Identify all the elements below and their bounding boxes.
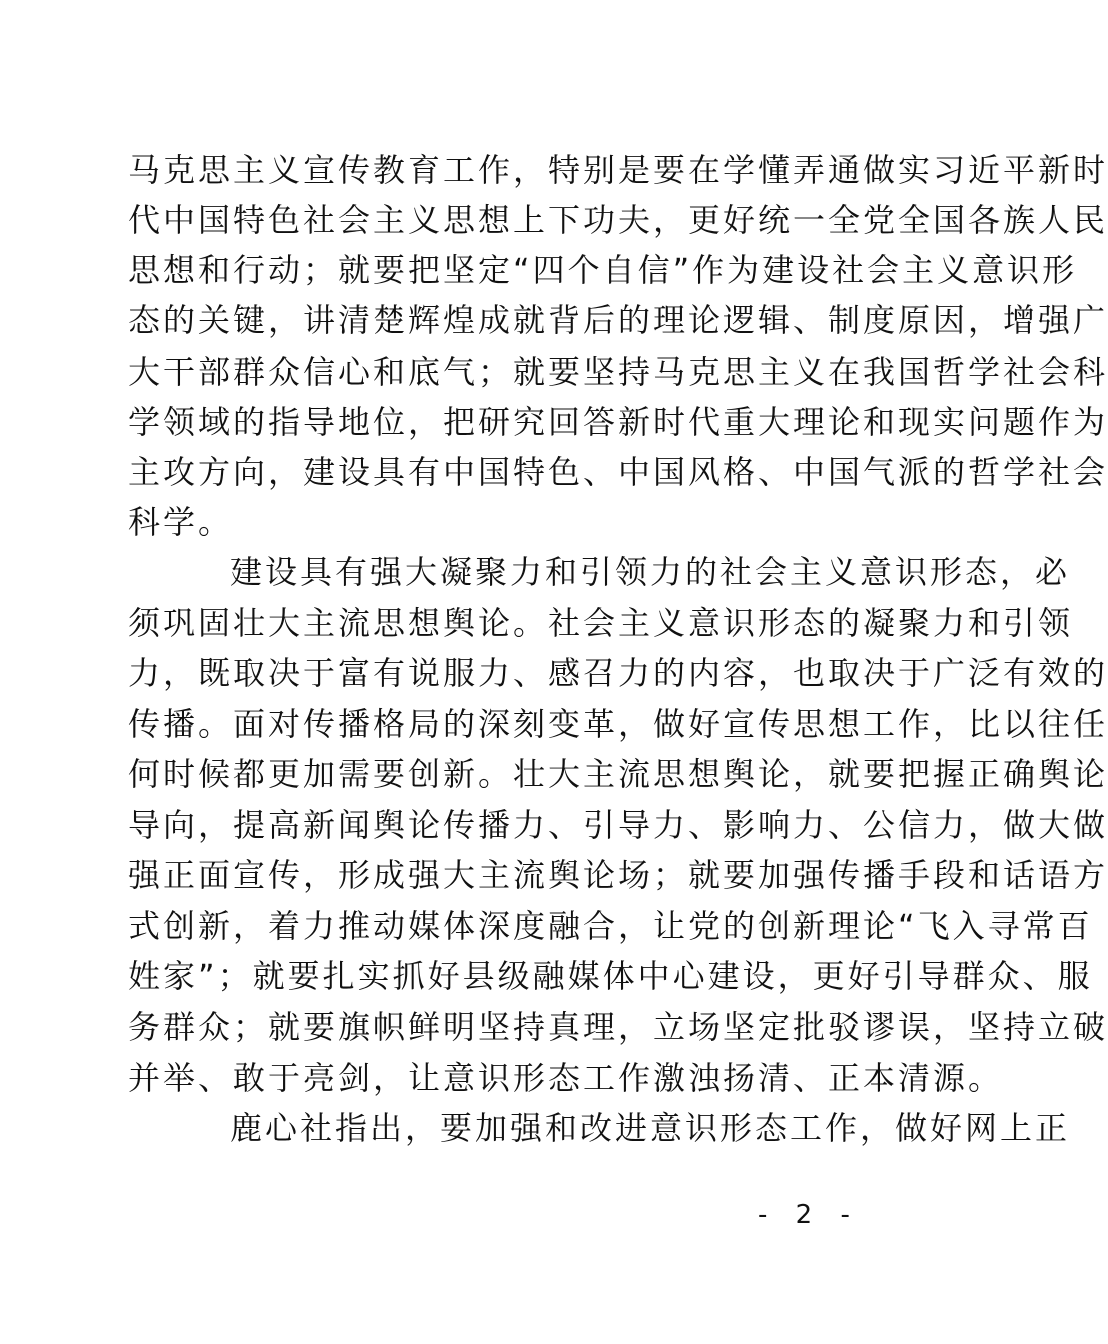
text-line: 传播。面对传播格局的深刻变革，做好宣传思想工作，比以往任 (128, 705, 1108, 743)
text-line: 式创新，着力推动媒体深度融合，让党的创新理论“飞入寻常百 (128, 907, 1093, 945)
text-line: 务群众；就要旗帜鲜明坚持真理，立场坚定批驳谬误，坚持立破 (128, 1008, 1108, 1046)
text-line: 态的关键，讲清楚辉煌成就背后的理论逻辑、制度原因，增强广 (128, 301, 1108, 339)
page-number: - 2 - (758, 1200, 860, 1230)
text-line: 力，既取决于富有说服力、感召力的内容，也取决于广泛有效的 (128, 654, 1108, 692)
text-line: 须巩固壮大主流思想舆论。社会主义意识形态的凝聚力和引领 (128, 604, 1074, 642)
text-line: 姓家”；就要扎实抓好县级融媒体中心建设，更好引导群众、服 (128, 957, 1093, 995)
text-line: 大干部群众信心和底气；就要坚持马克思主义在我国哲学社会科 (128, 353, 1108, 391)
text-line: 学领域的指导地位，把研究回答新时代重大理论和现实问题作为 (128, 403, 1108, 441)
text-line: 强正面宣传，形成强大主流舆论场；就要加强传播手段和话语方 (128, 856, 1108, 894)
text-line: 何时候都更加需要创新。壮大主流思想舆论，就要把握正确舆论 (128, 755, 1108, 793)
text-line: 马克思主义宣传教育工作，特别是要在学懂弄通做实习近平新时 (128, 151, 1108, 189)
text-line: 导向，提高新闻舆论传播力、引导力、影响力、公信力，做大做 (128, 806, 1108, 844)
paragraph-first-line: 建设具有强大凝聚力和引领力的社会主义意识形态，必 (230, 553, 1071, 591)
text-line: 科学。 (128, 503, 234, 541)
paragraph-first-line: 鹿心社指出，要加强和改进意识形态工作，做好网上正 (230, 1109, 1071, 1147)
text-line: 代中国特色社会主义思想上下功夫，更好统一全党全国各族人民 (128, 201, 1108, 239)
text-line: 并举、敢于亮剑，让意识形态工作激浊扬清、正本清源。 (128, 1059, 1004, 1097)
text-line: 主攻方向，建设具有中国特色、中国风格、中国气派的哲学社会 (128, 453, 1108, 491)
text-line: 思想和行动；就要把坚定“四个自信”作为建设社会主义意识形 (128, 251, 1078, 289)
